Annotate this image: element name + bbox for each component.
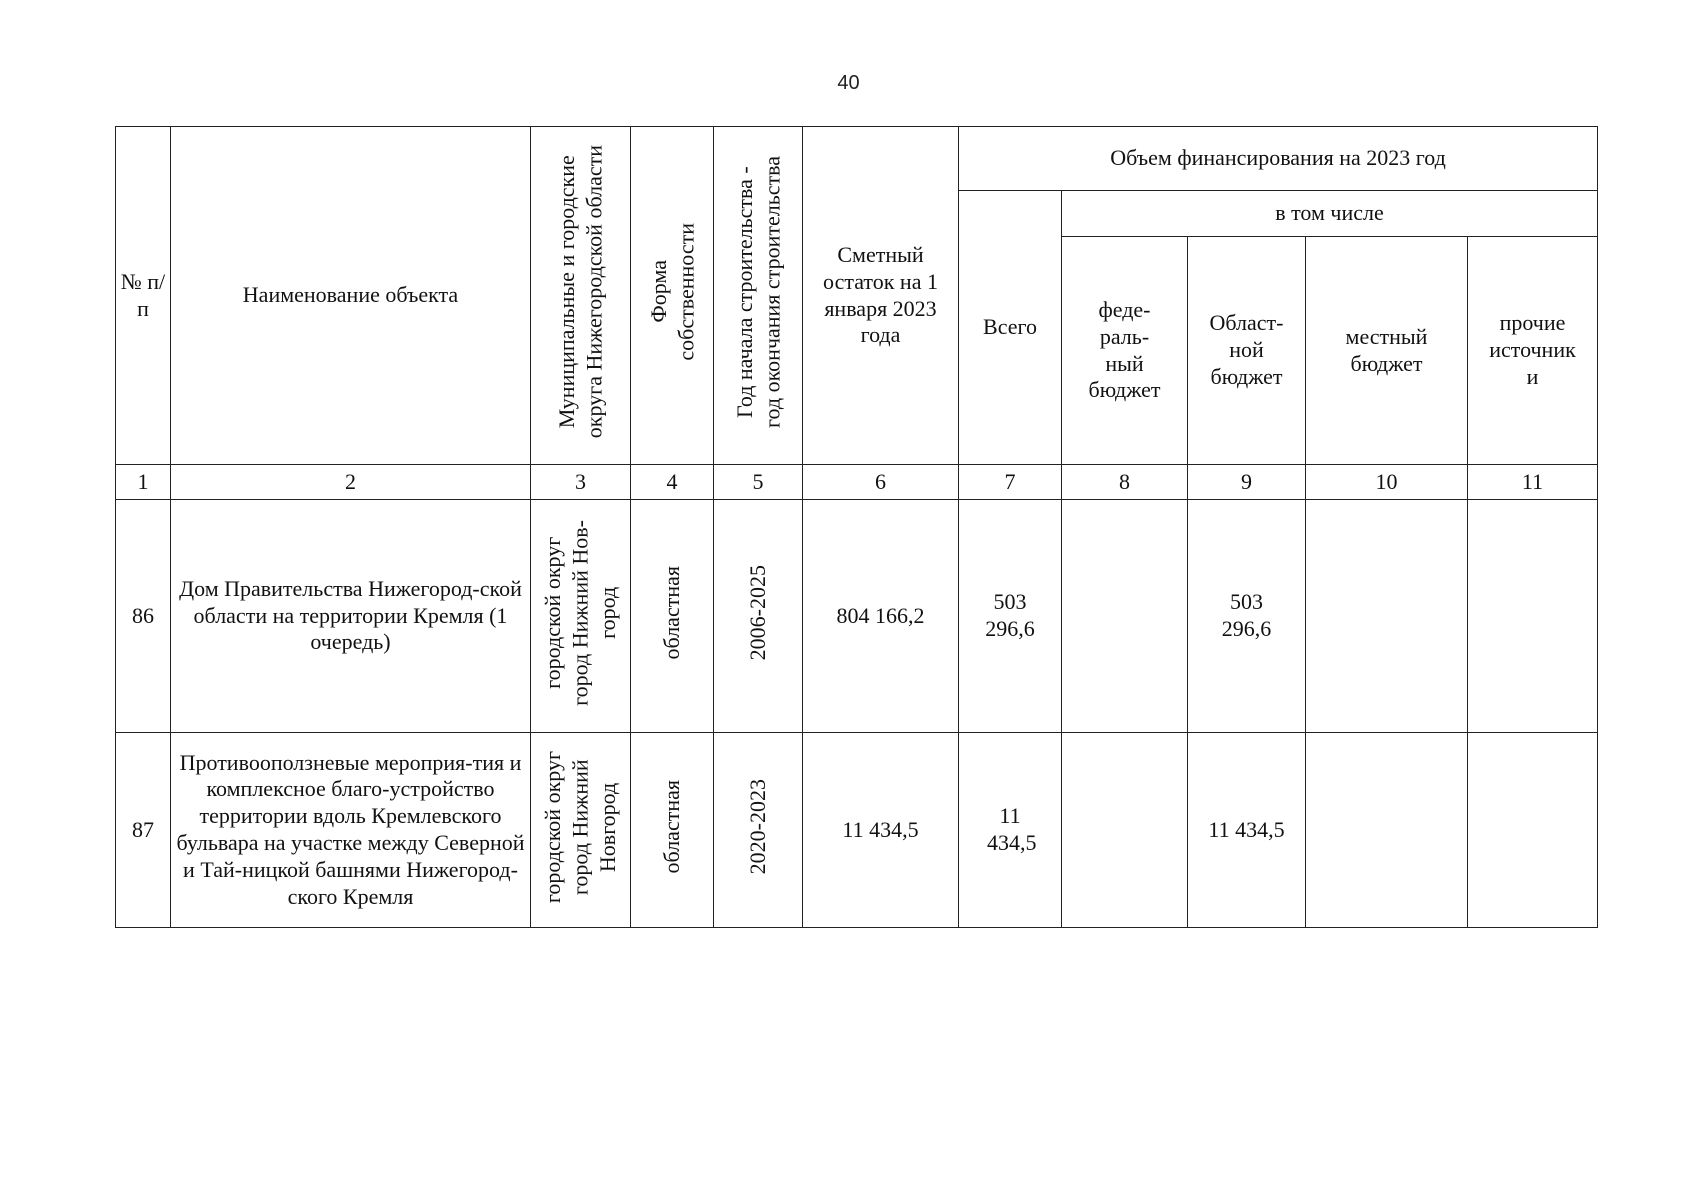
header-years-line-2: год окончания строительства	[759, 156, 784, 429]
column-number: 6	[803, 465, 959, 500]
row-municipality-line-2: город Нижний	[567, 758, 593, 895]
row-municipality-line-1: городской округ	[540, 750, 566, 903]
row-name: Дом Правительства Нижегород-ской области на территории Кремля (1 очередь)	[171, 500, 531, 733]
header-years-line-1: Год начала строительства -	[731, 166, 757, 418]
header-other: прочие источник и	[1468, 237, 1598, 465]
row-municipality	[531, 500, 631, 733]
column-number: 8	[1062, 465, 1188, 500]
column-number: 7	[959, 465, 1062, 500]
financing-table	[115, 126, 1598, 928]
header-num: № п/п	[116, 127, 171, 465]
table-row	[116, 733, 1598, 928]
header-municipality-line-1: Муниципальные и городские	[554, 155, 579, 429]
row-remainder: 804 166,2	[803, 500, 959, 733]
row-years	[714, 500, 803, 733]
row-regional: 11 434,5	[1188, 733, 1306, 928]
row-ownership	[631, 500, 714, 733]
column-number: 9	[1188, 465, 1306, 500]
row-municipality-line-2: город Нижний Нов-	[567, 519, 593, 706]
header-ownership-line-1: Форма	[645, 260, 671, 324]
row-local	[1306, 500, 1468, 733]
header-remainder: Сметный остаток на 1 января 2023 года	[803, 127, 959, 465]
row-years	[714, 733, 803, 928]
column-number: 1	[116, 465, 171, 500]
row-municipality-line-1: городской округ	[540, 536, 566, 689]
row-regional: 503 296,6	[1188, 500, 1306, 733]
row-municipality-line-3: Новгород	[595, 781, 621, 872]
row-municipality-line-3: город	[595, 586, 621, 639]
column-number: 10	[1306, 465, 1468, 500]
row-federal	[1062, 733, 1188, 928]
column-number: 11	[1468, 465, 1598, 500]
header-municipality	[531, 127, 631, 465]
row-local	[1306, 733, 1468, 928]
column-number: 5	[714, 465, 803, 500]
header-total: Всего	[959, 191, 1062, 465]
row-municipality	[531, 733, 631, 928]
row-ownership	[631, 733, 714, 928]
page-number: 40	[837, 72, 860, 94]
row-federal	[1062, 500, 1188, 733]
column-number: 2	[171, 465, 531, 500]
header-regional: Област-ной бюджет	[1188, 237, 1306, 465]
column-number: 3	[531, 465, 631, 500]
header-municipality-line-2: округа Нижегородской области	[581, 145, 607, 439]
column-number: 4	[631, 465, 714, 500]
row-ownership-text: областная	[659, 565, 685, 660]
header-ownership-line-2: собственности	[673, 223, 698, 361]
header-local: местный бюджет	[1306, 237, 1468, 465]
row-total: 11 434,5	[959, 733, 1062, 928]
header-federal: феде-раль-ный бюджет	[1062, 237, 1188, 465]
row-years-text: 2020-2023	[745, 778, 771, 875]
column-number-row	[116, 465, 1598, 500]
table-row	[116, 500, 1598, 733]
row-remainder: 11 434,5	[803, 733, 959, 928]
row-total: 503 296,6	[959, 500, 1062, 733]
header-ownership	[631, 127, 714, 465]
header-name: Наименование объекта	[171, 127, 531, 465]
row-num: 86	[116, 500, 171, 733]
row-other	[1468, 733, 1598, 928]
header-years	[714, 127, 803, 465]
header-funding-group: Объем финансирования на 2023 год	[959, 127, 1598, 191]
row-name: Противооползневые мероприя-тия и комплексное благо-устройство территории вдоль Кремлевского бульвара на участке между Северной и Тай-ницкой башнями Нижегород-ского Кремля	[171, 733, 531, 928]
row-num: 87	[116, 733, 171, 928]
header-row-top	[116, 127, 1598, 191]
row-other	[1468, 500, 1598, 733]
row-years-text: 2006-2025	[745, 564, 771, 661]
header-incl-group: в том числе	[1062, 191, 1598, 237]
row-ownership-text: областная	[659, 779, 685, 874]
